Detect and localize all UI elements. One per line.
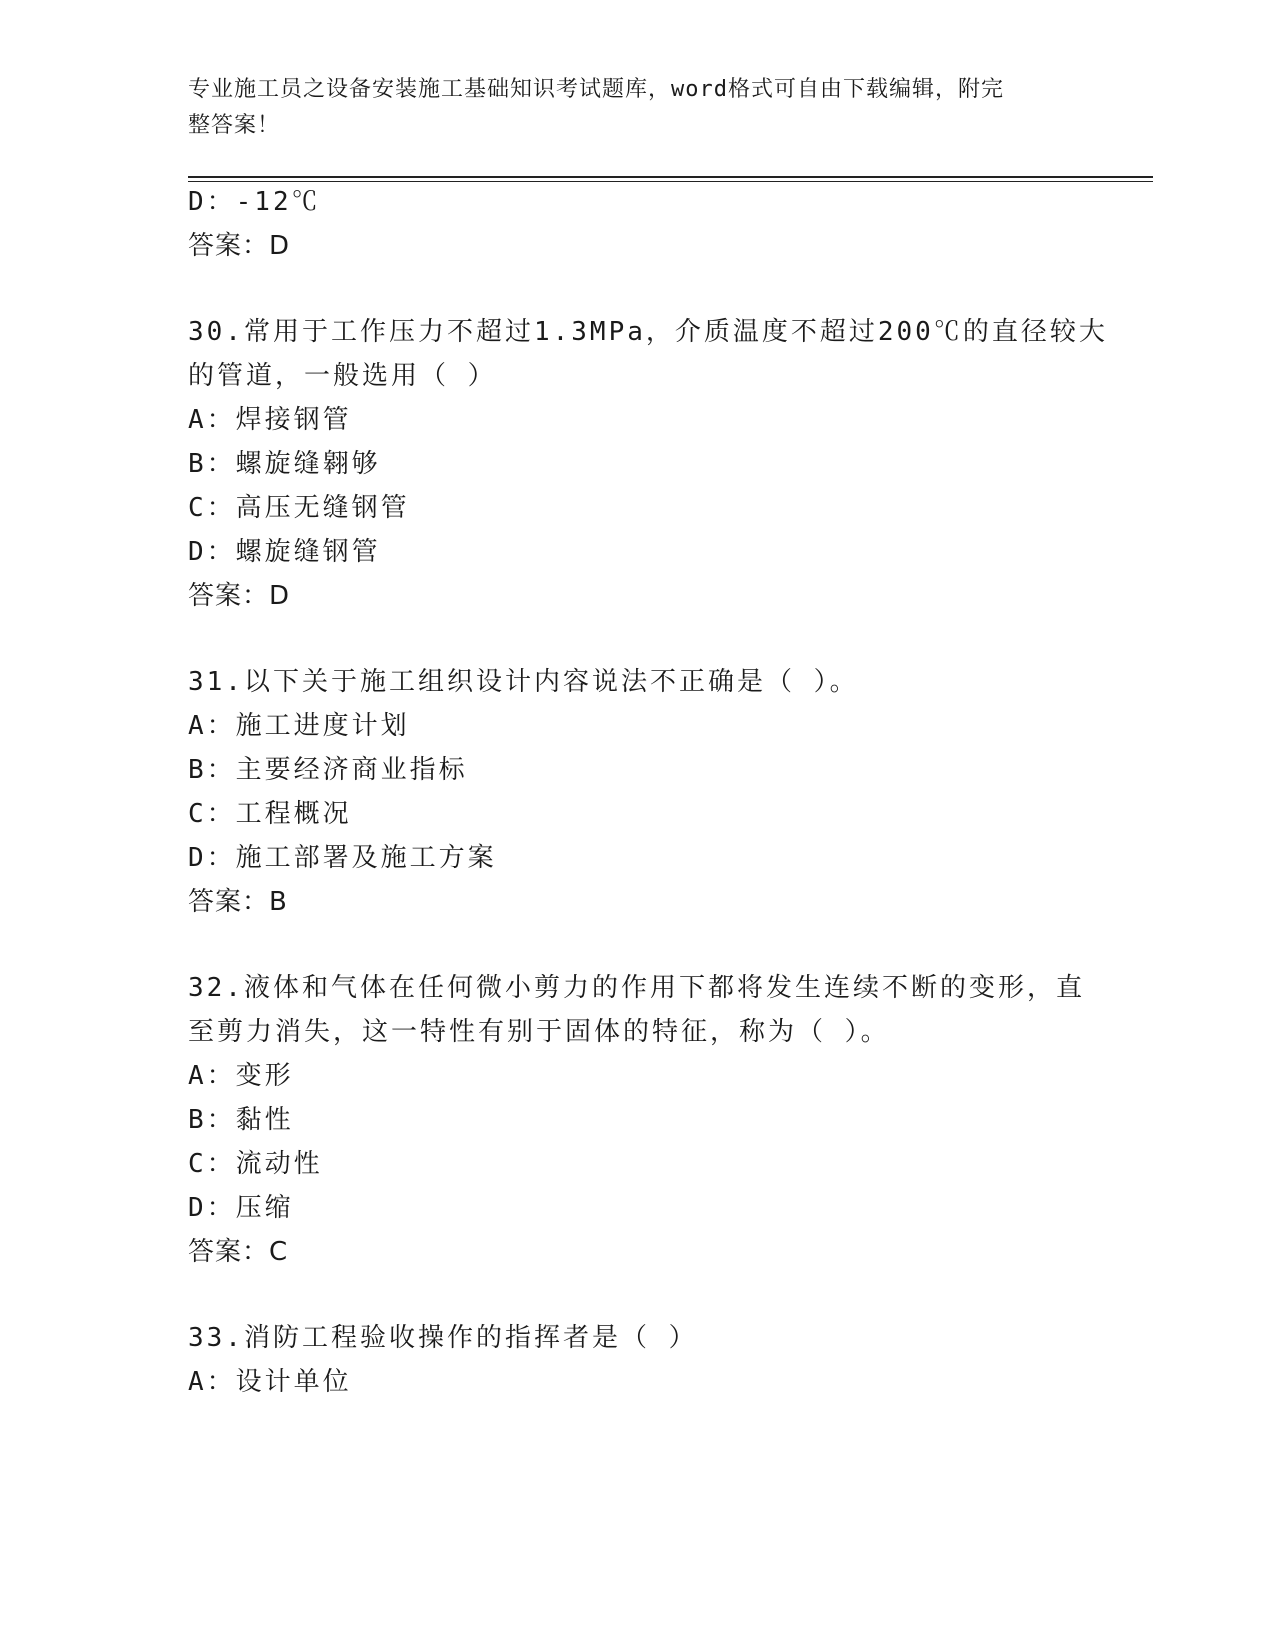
prev-option-d: D：-12℃ [188, 187, 321, 217]
q30-answer: 答案：D [188, 581, 291, 611]
q30-stem-line-2: 的管道，一般选用（ ） [188, 361, 497, 391]
q32-stem-line-2: 至剪力消失，这一特性有别于固体的特征，称为（ ）。 [188, 1017, 890, 1047]
q30-option-c: C：高压无缝钢管 [188, 493, 410, 523]
q30-option-a: A：焊接钢管 [188, 405, 352, 435]
header-divider-thin [188, 181, 1153, 182]
q30-option-d: D：螺旋缝钢管 [188, 537, 381, 567]
q30-stem-line-1: 30.常用于工作压力不超过1.3MPa，介质温度不超过200℃的直径较大 [188, 317, 1108, 347]
q32-option-a: A：变形 [188, 1061, 294, 1091]
q32-stem-line-1: 32.液体和气体在任何微小剪力的作用下都将发生连续不断的变形，直 [188, 973, 1085, 1003]
q32-option-d: D：压缩 [188, 1193, 294, 1223]
q32-option-c: C：流动性 [188, 1149, 323, 1179]
q31-stem-line-1: 31.以下关于施工组织设计内容说法不正确是（ ）。 [188, 667, 859, 697]
header-line-1: 专业施工员之设备安装施工基础知识考试题库，word格式可自由下载编辑，附完 [188, 77, 1004, 102]
q31-option-c: C：工程概况 [188, 799, 352, 829]
prev-answer: 答案：D [188, 231, 291, 261]
q33-option-a: A：设计单位 [188, 1367, 352, 1397]
q31-answer: 答案：B [188, 887, 288, 917]
q31-option-a: A：施工进度计划 [188, 711, 410, 741]
q32-answer: 答案：C [188, 1237, 289, 1267]
q32-option-b: B：黏性 [188, 1105, 294, 1135]
header-line-2: 整答案！ [188, 113, 281, 138]
q31-option-d: D：施工部署及施工方案 [188, 843, 497, 873]
q33-stem-line-1: 33.消防工程验收操作的指挥者是（ ） [188, 1323, 698, 1353]
q31-option-b: B：主要经济商业指标 [188, 755, 468, 785]
q30-option-b: B：螺旋缝翱够 [188, 449, 381, 479]
page-header [188, 72, 1088, 144]
header-divider-thick [188, 176, 1153, 178]
